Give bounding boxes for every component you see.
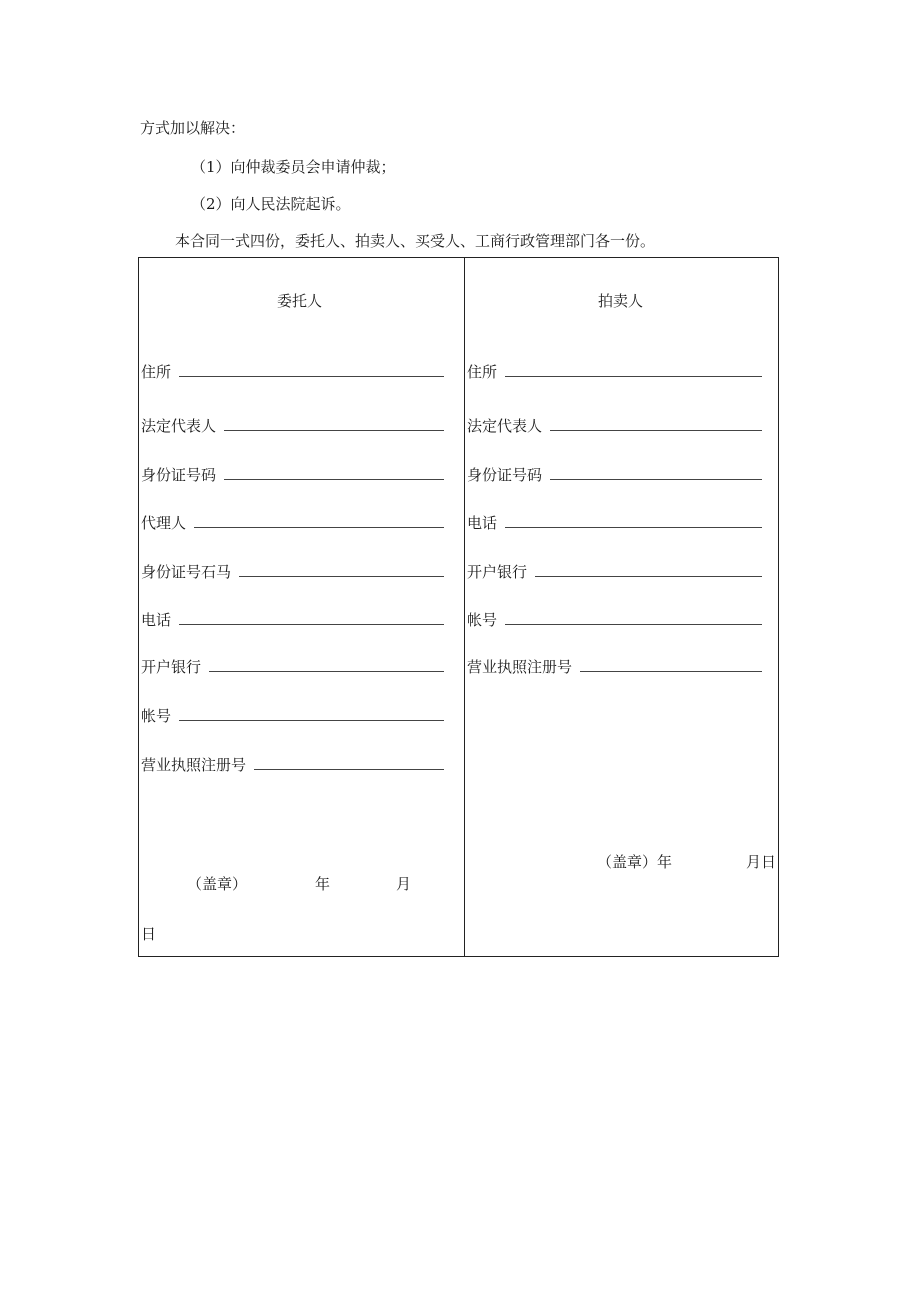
auctioneer-business-license-field (467, 657, 762, 677)
dispute-option-court: （2）向人民法院起诉。 (191, 195, 351, 213)
field-label: 电话 (467, 514, 498, 532)
fill-in-line[interactable] (179, 362, 444, 377)
fill-in-line[interactable] (550, 465, 762, 480)
consignor-phone-field (141, 610, 444, 630)
field-label: 身份证号码 (467, 466, 543, 484)
field-label: 法定代表人 (467, 417, 543, 435)
fill-in-line[interactable] (224, 465, 444, 480)
field-label: 开户银行 (141, 658, 202, 676)
consignor-business-license-field (141, 755, 444, 775)
fill-in-line[interactable] (550, 416, 762, 431)
fill-in-line[interactable] (209, 657, 444, 672)
fill-in-line[interactable] (224, 416, 444, 431)
field-label: 营业执照注册号 (141, 756, 247, 774)
fill-in-line[interactable] (535, 562, 762, 577)
consignor-year-label: 年 (315, 875, 331, 893)
fill-in-line[interactable] (580, 657, 762, 672)
consignor-seal-label: （盖章） (187, 875, 248, 893)
consignor-agent-field (141, 513, 444, 533)
field-label: 身份证号码 (141, 466, 217, 484)
auctioneer-account-field (467, 610, 762, 630)
copies-clause: 本合同一式四份，委托人、拍卖人、买受人、工商行政管理部门各一份。 (175, 232, 656, 250)
consignor-legal-rep-field (141, 416, 444, 436)
consignor-day-label: 日 (141, 925, 157, 943)
fill-in-line[interactable] (505, 362, 762, 377)
fill-in-line[interactable] (194, 513, 444, 528)
field-label: 代理人 (141, 514, 187, 532)
clause-text-line: 方式加以解决： (140, 119, 246, 137)
column-divider (464, 258, 465, 956)
auctioneer-address-field (467, 362, 762, 382)
fill-in-line[interactable] (179, 610, 444, 625)
fill-in-line[interactable] (179, 706, 444, 721)
consignor-title: 委托人 (277, 292, 323, 310)
consignor-id-number-field (141, 465, 444, 485)
auctioneer-id-number-field (467, 465, 762, 485)
consignor-agent-id-field (141, 562, 444, 582)
fill-in-line[interactable] (505, 513, 762, 528)
field-label: 帐号 (141, 707, 172, 725)
field-label: 开户银行 (467, 563, 528, 581)
field-label: 身份证号石马 (141, 563, 232, 581)
field-label: 法定代表人 (141, 417, 217, 435)
auctioneer-month-day-label: 月日 (746, 853, 777, 871)
consignor-month-label: 月 (396, 875, 412, 893)
fill-in-line[interactable] (254, 755, 444, 770)
dispute-option-arbitration: （1）向仲裁委员会申请仲裁； (191, 158, 396, 176)
signature-table (138, 257, 779, 957)
fill-in-line[interactable] (239, 562, 444, 577)
auctioneer-seal-year-label: （盖章）年 (597, 853, 673, 871)
field-label: 营业执照注册号 (467, 658, 573, 676)
consignor-bank-field (141, 657, 444, 677)
auctioneer-phone-field (467, 513, 762, 533)
fill-in-line[interactable] (505, 610, 762, 625)
field-label: 电话 (141, 611, 172, 629)
field-label: 住所 (467, 363, 498, 381)
consignor-address-field (141, 362, 444, 382)
auctioneer-legal-rep-field (467, 416, 762, 436)
field-label: 住所 (141, 363, 172, 381)
field-label: 帐号 (467, 611, 498, 629)
auctioneer-title: 拍卖人 (598, 292, 644, 310)
consignor-account-field (141, 706, 444, 726)
auctioneer-bank-field (467, 562, 762, 582)
